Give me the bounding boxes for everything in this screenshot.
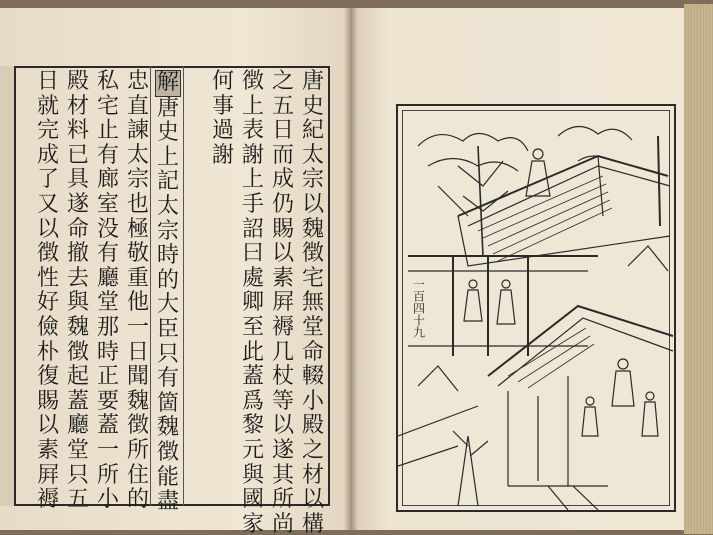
text-character: 屛 xyxy=(36,462,59,488)
left-margin-strip xyxy=(0,66,15,506)
text-character: 屛 xyxy=(271,290,294,316)
text-character: 曰 xyxy=(241,241,264,267)
text-character: 所 xyxy=(271,487,294,513)
text-column-5 xyxy=(155,70,181,515)
text-character: 材 xyxy=(301,462,324,488)
text-character: 極 xyxy=(126,216,149,242)
column-rule xyxy=(183,66,184,506)
text-character: 没 xyxy=(96,216,119,242)
text-character: 復 xyxy=(36,364,59,390)
text-character: 蓋 xyxy=(241,364,264,390)
cloud-shape xyxy=(558,126,632,140)
text-character: 殿 xyxy=(66,69,89,94)
text-character: 太 xyxy=(126,142,149,168)
text-character: 徴 xyxy=(66,339,89,365)
text-character: 處 xyxy=(241,265,264,291)
text-character: 之 xyxy=(271,69,294,94)
text-character: 與 xyxy=(66,290,89,316)
text-character: 有 xyxy=(96,241,119,267)
text-character: 大 xyxy=(156,292,179,318)
text-character: 魏 xyxy=(156,415,179,441)
text-character: 無 xyxy=(301,290,324,316)
text-character: 敬 xyxy=(126,241,149,267)
text-character: 上 xyxy=(241,93,264,119)
text-character: 撤 xyxy=(66,241,89,267)
text-character: 聞 xyxy=(126,364,149,390)
text-character: 仍 xyxy=(271,191,294,217)
text-character: 國 xyxy=(241,487,264,513)
text-character: 就 xyxy=(36,93,59,119)
page-number-text: 一百四十九 xyxy=(411,278,426,338)
text-character: 素 xyxy=(271,265,294,291)
text-character: 止 xyxy=(96,118,119,144)
text-character: 素 xyxy=(36,437,59,463)
text-character: 至 xyxy=(241,314,264,340)
text-character: 宗 xyxy=(126,167,149,193)
text-character: 以 xyxy=(301,487,324,513)
text-column-6 xyxy=(125,69,151,513)
text-character: 輟 xyxy=(301,364,324,390)
text-character: 廳 xyxy=(96,265,119,291)
text-character: 構 xyxy=(301,511,324,535)
text-character: 私 xyxy=(96,69,119,94)
text-character: 好 xyxy=(36,290,59,316)
text-character: 爲 xyxy=(241,388,264,414)
text-character: 過 xyxy=(211,118,234,144)
text-character: 他 xyxy=(126,290,149,316)
text-character: 堂 xyxy=(66,437,89,463)
text-character: 几 xyxy=(271,339,294,365)
text-character: 直 xyxy=(126,93,149,119)
book-gutter xyxy=(344,8,358,530)
text-character: 所 xyxy=(126,437,149,463)
text-character: 元 xyxy=(241,437,264,463)
text-character: 只 xyxy=(156,341,179,367)
text-character: 以 xyxy=(271,413,294,439)
text-character: 宗 xyxy=(156,218,179,244)
text-character: 能 xyxy=(156,464,179,490)
text-character: 何 xyxy=(211,69,234,94)
text-character: 遂 xyxy=(66,191,89,217)
text-character: 日 xyxy=(271,118,294,144)
text-character: 也 xyxy=(126,191,149,217)
text-character: 謝 xyxy=(241,142,264,168)
text-character: 又 xyxy=(36,191,59,217)
text-character: 性 xyxy=(36,265,59,291)
text-character: 一 xyxy=(126,314,149,340)
text-character: 去 xyxy=(66,265,89,291)
text-character: 忠 xyxy=(126,69,149,94)
text-character: 徴 xyxy=(36,241,59,267)
text-character: 褥 xyxy=(271,314,294,340)
text-character: 料 xyxy=(66,118,89,144)
text-character: 尚 xyxy=(271,511,294,535)
text-character: 魏 xyxy=(66,314,89,340)
text-character: 日 xyxy=(126,339,149,365)
text-character: 記 xyxy=(156,169,179,195)
text-character: 正 xyxy=(96,364,119,390)
text-character: 賜 xyxy=(271,216,294,242)
text-character: 起 xyxy=(66,364,89,390)
text-character: 等 xyxy=(271,388,294,414)
text-character: 此 xyxy=(241,339,264,365)
text-character: 之 xyxy=(301,437,324,463)
illustration-page-number xyxy=(410,278,426,338)
text-character: 與 xyxy=(241,462,264,488)
text-character: 儉 xyxy=(36,314,59,340)
cloud-shape xyxy=(418,134,528,152)
text-character: 時 xyxy=(96,339,119,365)
page-edges xyxy=(684,4,713,534)
text-character: 徴 xyxy=(241,69,264,94)
text-character: 廳 xyxy=(66,413,89,439)
text-character: 謝 xyxy=(211,142,234,168)
text-column-2 xyxy=(270,69,296,535)
text-character: 箇 xyxy=(156,390,179,416)
text-character: 宅 xyxy=(301,265,324,291)
woodblock-illustration xyxy=(398,106,674,510)
text-character: 紀 xyxy=(301,118,324,144)
cloud-shape xyxy=(428,159,518,172)
text-column-7 xyxy=(95,69,121,513)
text-column-9 xyxy=(35,69,61,513)
text-character: 小 xyxy=(96,487,119,513)
text-character: 以 xyxy=(36,216,59,242)
text-character: 五 xyxy=(271,93,294,119)
text-character: 蓋 xyxy=(96,413,119,439)
text-character: 命 xyxy=(301,339,324,365)
text-character: 以 xyxy=(36,413,59,439)
text-character: 重 xyxy=(126,265,149,291)
text-character: 堂 xyxy=(96,290,119,316)
text-character: 上 xyxy=(156,144,179,170)
text-character: 臣 xyxy=(156,316,179,342)
text-character: 那 xyxy=(96,314,119,340)
text-character: 已 xyxy=(66,142,89,168)
text-character: 成 xyxy=(271,167,294,193)
text-character: 要 xyxy=(96,388,119,414)
text-character: 諫 xyxy=(126,118,149,144)
text-column-1 xyxy=(300,69,326,535)
text-column-3 xyxy=(240,69,266,535)
text-character: 殿 xyxy=(301,413,324,439)
text-character: 而 xyxy=(271,142,294,168)
text-character: 有 xyxy=(156,366,179,392)
text-character: 徴 xyxy=(301,241,324,267)
text-character: 徴 xyxy=(156,439,179,465)
text-character: 黎 xyxy=(241,413,264,439)
text-character: 宗 xyxy=(301,167,324,193)
text-character: 遂 xyxy=(271,437,294,463)
text-character: 上 xyxy=(241,167,264,193)
text-character: 時 xyxy=(156,243,179,269)
text-character: 盡 xyxy=(156,489,179,515)
text-character: 的 xyxy=(126,487,149,513)
text-character: 褥 xyxy=(36,487,59,513)
text-column-8 xyxy=(65,69,91,513)
text-character: 太 xyxy=(301,142,324,168)
text-character: 材 xyxy=(66,93,89,119)
text-character: 以 xyxy=(271,241,294,267)
text-character: 一 xyxy=(96,437,119,463)
text-character: 詔 xyxy=(241,216,264,242)
text-character: 只 xyxy=(66,462,89,488)
text-character: 史 xyxy=(156,120,179,146)
text-character: 宅 xyxy=(96,93,119,119)
text-character: 魏 xyxy=(126,388,149,414)
text-character: 所 xyxy=(96,462,119,488)
text-character: 以 xyxy=(301,191,324,217)
text-character: 廊 xyxy=(96,167,119,193)
text-character: 手 xyxy=(241,191,264,217)
text-character: 朴 xyxy=(36,339,59,365)
text-character: 住 xyxy=(126,462,149,488)
text-character: 史 xyxy=(301,93,324,119)
illustration-frame xyxy=(396,104,676,512)
text-character: 室 xyxy=(96,191,119,217)
text-character: 蓋 xyxy=(66,388,89,414)
text-character: 唐 xyxy=(301,69,324,94)
text-character: 解 xyxy=(156,70,179,95)
text-character: 堂 xyxy=(301,314,324,340)
text-character: 五 xyxy=(66,487,89,513)
text-character: 具 xyxy=(66,167,89,193)
text-character: 命 xyxy=(66,216,89,242)
text-character: 的 xyxy=(156,267,179,293)
text-character: 家 xyxy=(241,511,264,535)
text-character: 魏 xyxy=(301,216,324,242)
text-character: 卿 xyxy=(241,290,264,316)
text-character: 唐 xyxy=(156,95,179,121)
text-character: 杖 xyxy=(271,364,294,390)
text-column-4 xyxy=(210,70,236,502)
text-character: 徴 xyxy=(126,413,149,439)
text-character: 事 xyxy=(211,93,234,119)
text-character: 成 xyxy=(36,142,59,168)
text-character: 有 xyxy=(96,142,119,168)
text-character: 了 xyxy=(36,167,59,193)
text-character: 賜 xyxy=(36,388,59,414)
text-character: 太 xyxy=(156,193,179,219)
text-character: 表 xyxy=(241,118,264,144)
text-character: 日 xyxy=(36,69,59,94)
text-character: 小 xyxy=(301,388,324,414)
text-character: 完 xyxy=(36,118,59,144)
text-character: 其 xyxy=(271,462,294,488)
